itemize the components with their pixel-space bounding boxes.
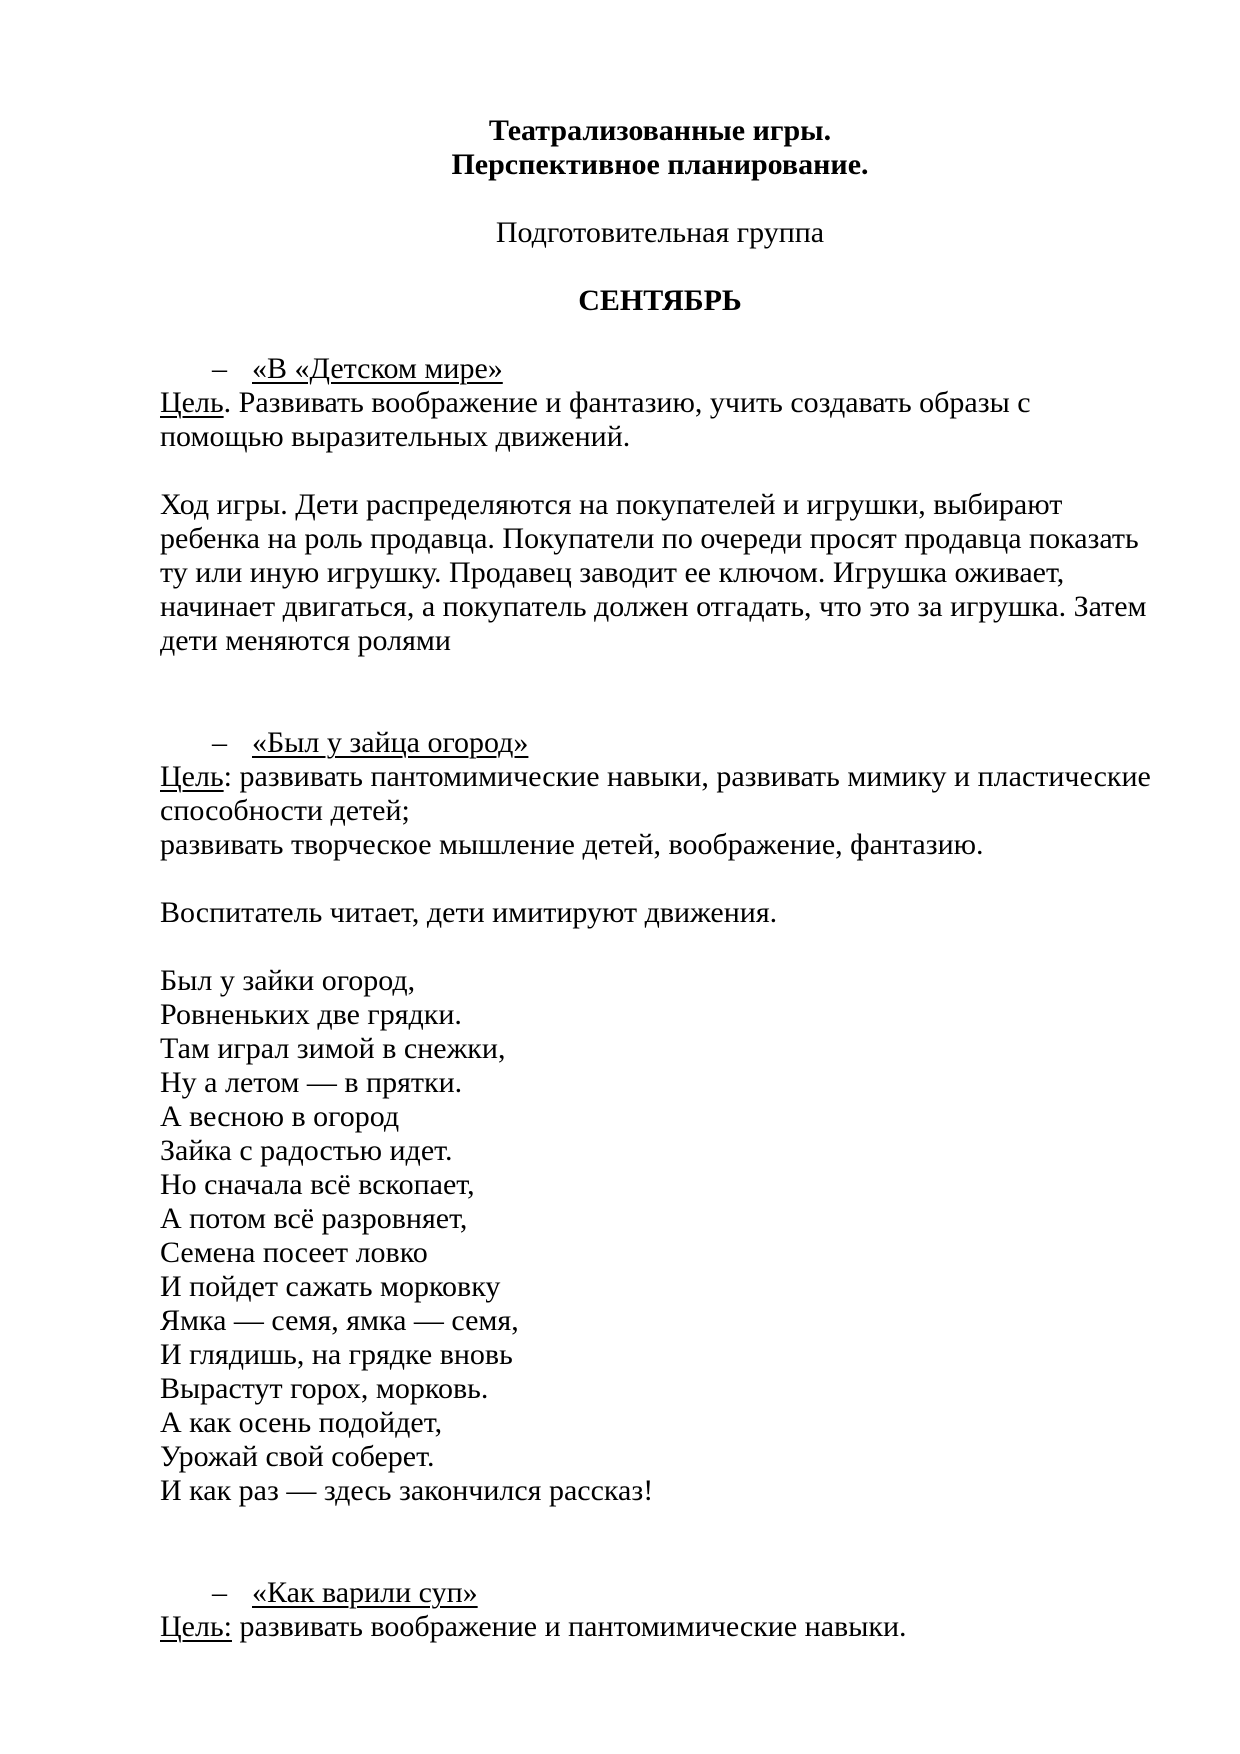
goal-text: : развивать пантомимические навыки, развивать мимику и пластические	[223, 760, 1151, 793]
document-title-line-2: Перспективное планирование.	[451, 148, 869, 181]
goal-continuation-line: помощью выразительных движений.	[160, 420, 631, 453]
poem-line: Ямка — семя, ямка — семя,	[160, 1304, 519, 1337]
goal-continuation-line: способности детей;	[160, 794, 410, 827]
line-spacer	[160, 930, 1160, 964]
poem-line: А потом всё разровняет,	[160, 1202, 468, 1235]
poem-line: Зайка с радостью идет.	[160, 1134, 453, 1167]
document-title-line-1: Театрализованные игры.	[488, 114, 832, 147]
list-dash: –	[212, 726, 227, 759]
game-section	[160, 352, 1160, 726]
line-spacer	[160, 250, 1160, 284]
game-title-line	[160, 352, 1160, 386]
poem-line: Урожай свой соберет.	[160, 1440, 435, 1473]
game-title: «В «Детском мире»	[252, 352, 503, 385]
line-spacer	[160, 692, 1160, 726]
line-spacer	[160, 1542, 1160, 1576]
goal-label: Цель	[160, 760, 224, 793]
goal-line	[160, 1610, 1160, 1644]
line-spacer	[160, 454, 1160, 488]
line-spacer	[160, 182, 1160, 216]
line-spacer	[160, 658, 1160, 692]
goal-continuation-line: развивать творческое мышление детей, воображение, фантазию.	[160, 828, 984, 861]
poem-line: А как осень подойдет,	[160, 1406, 443, 1439]
body-line: начинает двигаться, а покупатель должен отгадать, что это за игрушка. Затем	[160, 590, 1147, 623]
poem-line: Был у зайки огород,	[160, 964, 416, 997]
poem-line: И глядишь, на грядке вновь	[160, 1338, 513, 1371]
goal-line	[160, 386, 1160, 420]
poem-line: И пойдет сажать морковку	[160, 1270, 501, 1303]
poem-line: Но сначала всё вскопает,	[160, 1168, 475, 1201]
goal-label: Цель:	[160, 1610, 232, 1643]
month-heading: СЕНТЯБРЬ	[578, 284, 742, 317]
body-line: дети меняются ролями	[160, 624, 451, 657]
line-spacer	[160, 1508, 1160, 1542]
game-title: «Был у зайца огород»	[252, 726, 529, 759]
poem-line: Вырастут горох, морковь.	[160, 1372, 489, 1405]
body-line: Ход игры. Дети распределяются на покупателей и игрушки, выбирают	[160, 488, 1063, 521]
body-line: Воспитатель читает, дети имитируют движения.	[160, 896, 778, 929]
goal-label: Цель	[160, 386, 224, 419]
body-line: ту или иную игрушку. Продавец заводит ее ключом. Игрушка оживает,	[160, 556, 1065, 589]
game-section	[160, 1576, 1160, 1644]
list-dash: –	[212, 1576, 227, 1609]
group-subtitle: Подготовительная группа	[495, 216, 825, 249]
games-list	[160, 352, 1160, 1644]
line-spacer	[160, 318, 1160, 352]
poem-line: Ну а летом — в прятки.	[160, 1066, 463, 1099]
poem-line: И как раз — здесь закончился рассказ!	[160, 1474, 654, 1507]
game-title: «Как варили суп»	[252, 1576, 478, 1609]
poem-line: А весною в огород	[160, 1100, 400, 1133]
poem-line: Ровненьких две грядки.	[160, 998, 462, 1031]
goal-text: . Развивать воображение и фантазию, учить создавать образы с	[223, 386, 1031, 419]
list-dash: –	[212, 352, 227, 385]
goal-line	[160, 760, 1160, 794]
game-title-line	[160, 1576, 1160, 1610]
body-line: ребенка на роль продавца. Покупатели по очереди просят продавца показать	[160, 522, 1139, 555]
line-spacer	[160, 862, 1160, 896]
game-title-line	[160, 726, 1160, 760]
game-section	[160, 726, 1160, 1576]
goal-text: развивать воображение и пантомимические навыки.	[231, 1610, 907, 1643]
poem-line: Там играл зимой в снежки,	[160, 1032, 506, 1065]
poem-line: Семена посеет ловко	[160, 1236, 428, 1269]
